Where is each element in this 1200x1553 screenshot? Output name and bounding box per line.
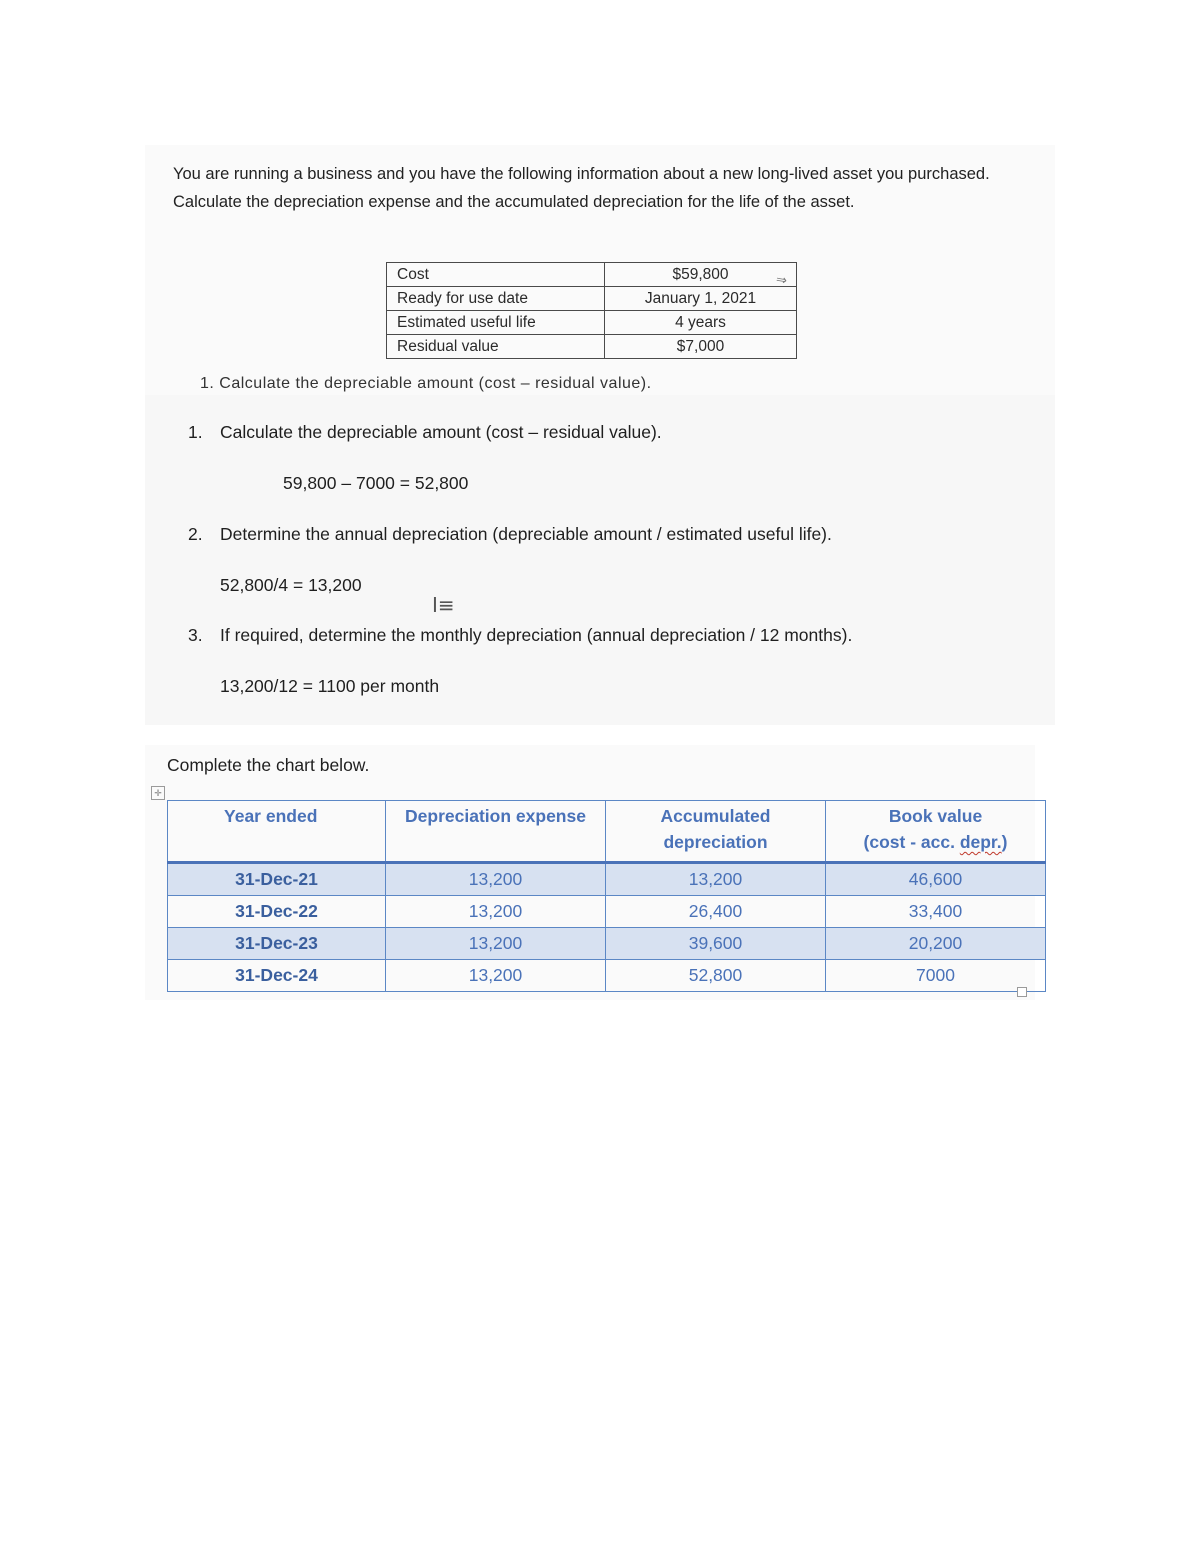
header-line: Book value xyxy=(888,806,983,826)
chart-header-row xyxy=(168,801,1046,863)
step-3-calculation: 13,200/12 = 1100 per month xyxy=(220,676,440,696)
intro-paragraph: You are running a business and you have the following information about a new long-lived asset you purchased. Calculate the depreciation expense and the accumulated depreciation for the life of the asset. xyxy=(173,165,990,211)
step-number: 2. xyxy=(188,524,203,544)
asset-info-table[interactable] xyxy=(386,262,797,359)
expense-cell[interactable]: 13,200 xyxy=(386,960,606,992)
header-depreciation-expense[interactable]: Depreciation expense xyxy=(386,801,606,863)
step-text: If required, determine the monthly depreciation (annual depreciation / 12 months). xyxy=(220,625,853,645)
asset-info-value[interactable]: January 1, 2021 xyxy=(605,287,797,311)
cut-off-line xyxy=(200,375,760,396)
text-cursor-icon: I≡ xyxy=(432,593,455,617)
table-resize-handle-icon[interactable] xyxy=(1017,987,1027,997)
asset-info-label[interactable]: Ready for use date xyxy=(387,287,605,311)
chart-prompt: Complete the chart below. xyxy=(167,755,370,775)
table-edit-marker-icon: ⇘ xyxy=(772,270,790,289)
expense-cell[interactable]: 13,200 xyxy=(386,896,606,928)
table-row xyxy=(168,863,1046,896)
header-book-value[interactable] xyxy=(826,801,1046,863)
table-move-handle-icon[interactable]: ✛ xyxy=(151,786,165,800)
step-text: Determine the annual depreciation (depreciable amount / estimated useful life). xyxy=(220,524,832,544)
book-value-cell[interactable]: 33,400 xyxy=(826,896,1046,928)
asset-info-row xyxy=(387,311,797,335)
year-cell[interactable]: 31-Dec-21 xyxy=(168,863,386,896)
header-line-post: ) xyxy=(1001,832,1008,852)
cut-off-line-text: 1. Calculate the depreciable amount (cost – residual value). xyxy=(200,375,652,392)
step-number: 1. xyxy=(188,422,203,442)
asset-info-value[interactable]: $59,800 xyxy=(605,263,797,287)
book-value-cell[interactable]: 7000 xyxy=(826,960,1046,992)
step-text: Calculate the depreciable amount (cost – residual value). xyxy=(220,422,662,442)
step-number: 3. xyxy=(188,625,203,645)
expense-cell[interactable]: 13,200 xyxy=(386,928,606,960)
spellcheck-word: depr. xyxy=(959,832,1002,852)
book-value-cell[interactable]: 20,200 xyxy=(826,928,1046,960)
depreciation-chart[interactable] xyxy=(167,800,1046,992)
year-cell[interactable]: 31-Dec-22 xyxy=(168,896,386,928)
asset-info-label[interactable]: Estimated useful life xyxy=(387,311,605,335)
year-cell[interactable]: 31-Dec-23 xyxy=(168,928,386,960)
table-row xyxy=(168,896,1046,928)
accumulated-cell[interactable]: 52,800 xyxy=(606,960,826,992)
table-row xyxy=(168,928,1046,960)
asset-info-row xyxy=(387,335,797,359)
step-1-calculation: 59,800 – 7000 = 52,800 xyxy=(283,473,469,493)
year-cell[interactable]: 31-Dec-24 xyxy=(168,960,386,992)
step-2 xyxy=(188,524,832,545)
asset-info-row xyxy=(387,287,797,311)
accumulated-cell[interactable]: 39,600 xyxy=(606,928,826,960)
book-value-cell[interactable]: 46,600 xyxy=(826,863,1046,896)
accumulated-cell[interactable]: 13,200 xyxy=(606,863,826,896)
header-year-ended[interactable]: Year ended xyxy=(168,801,386,863)
step-1 xyxy=(188,422,662,443)
asset-info-label[interactable]: Residual value xyxy=(387,335,605,359)
expense-cell[interactable]: 13,200 xyxy=(386,863,606,896)
step-2-calculation: 52,800/4 = 13,200 xyxy=(220,575,362,595)
asset-info-value[interactable]: 4 years xyxy=(605,311,797,335)
header-accumulated-depreciation[interactable] xyxy=(606,801,826,863)
asset-info-value[interactable]: $7,000 xyxy=(605,335,797,359)
accumulated-cell[interactable]: 26,400 xyxy=(606,896,826,928)
asset-info-label[interactable]: Cost xyxy=(387,263,605,287)
table-row xyxy=(168,960,1046,992)
header-line: depreciation xyxy=(663,832,768,852)
header-line: Accumulated xyxy=(660,806,771,826)
asset-info-row xyxy=(387,263,797,287)
header-line-pre: (cost - acc. xyxy=(863,832,960,852)
step-3 xyxy=(188,625,852,646)
